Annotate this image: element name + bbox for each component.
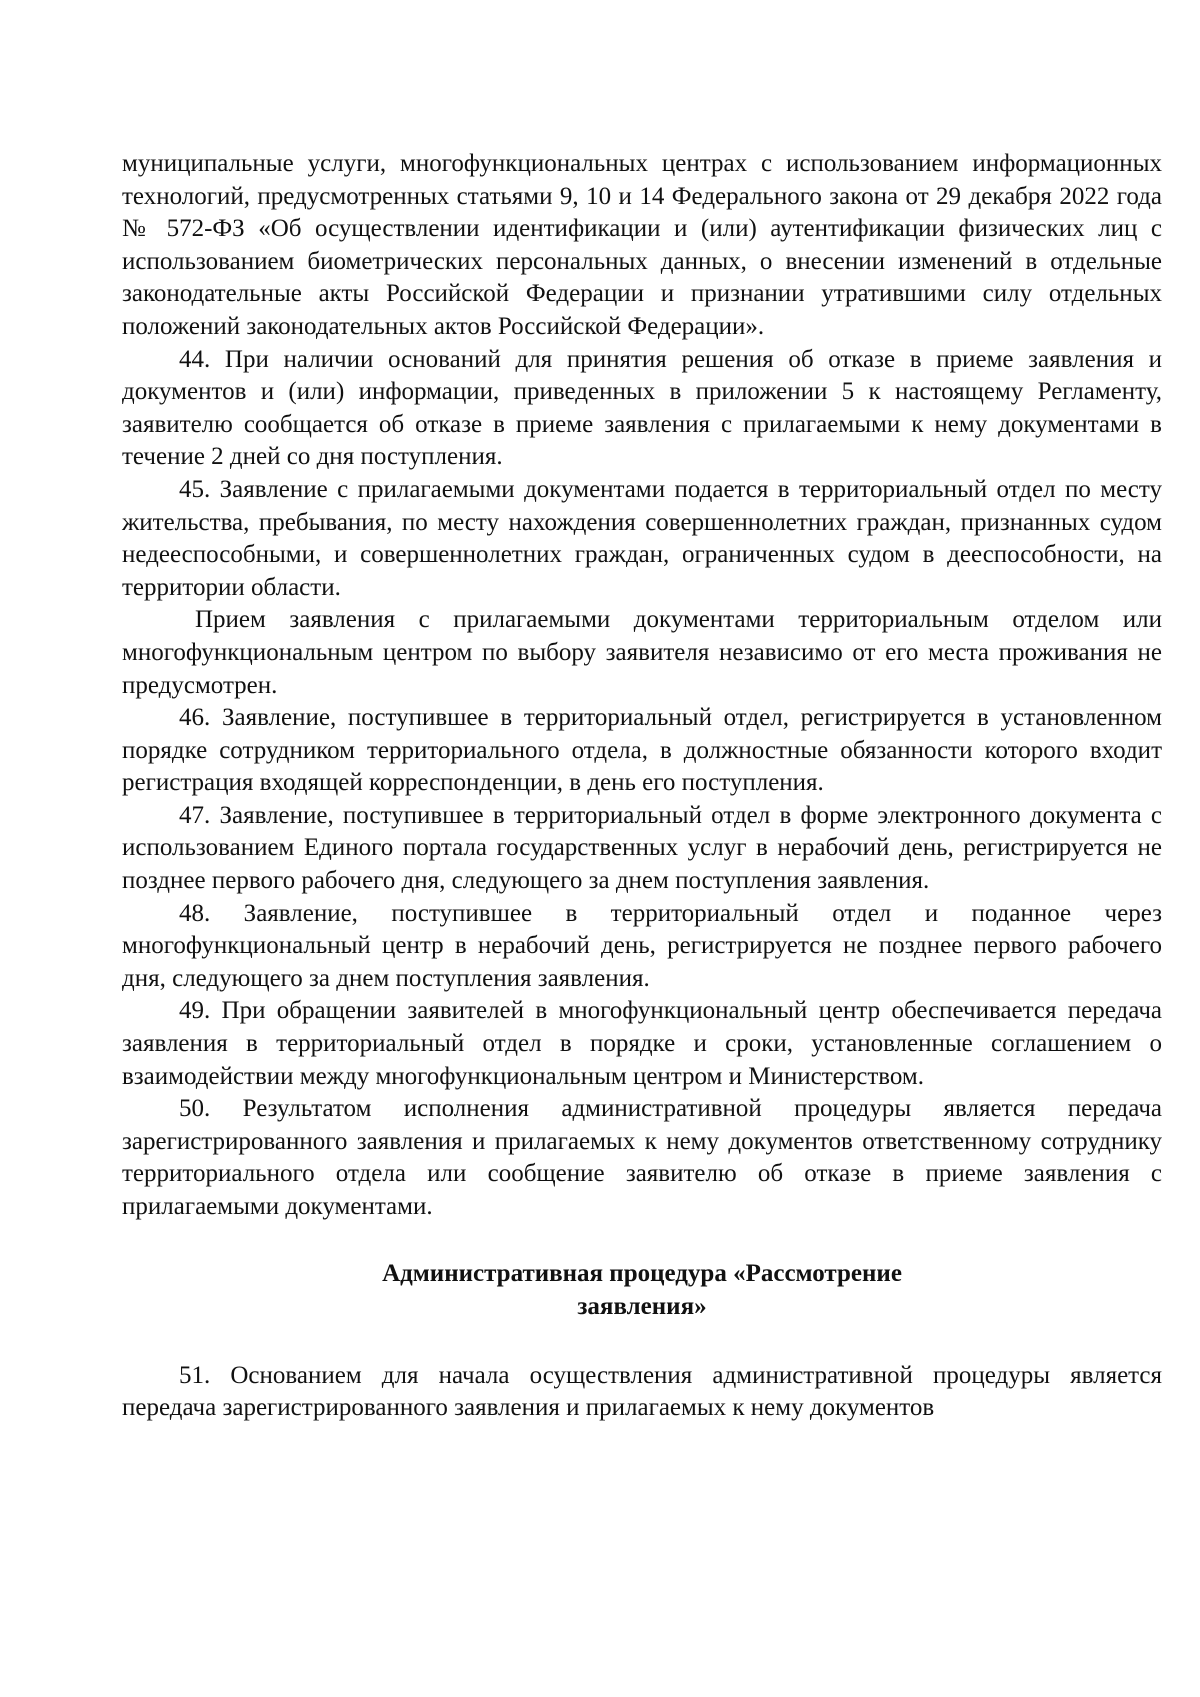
paragraph-46: 46. Заявление, поступившее в территориальный отдел, регистрируется в установленном порядке сотрудником территориального отдела, в должностные обязанности которого входит регистрация входящей корреспонденции, в день его поступления. — [122, 704, 1162, 797]
paragraph-48: 48. Заявление, поступившее в территориальный отдел и поданное через многофункциональный центр в нерабочий день, регистрируется не позднее первого рабочего дня, следующего за днем поступления заявления. — [122, 899, 1162, 992]
paragraph-continuation: муниципальные услуги, многофункциональных центрах с использованием информационных технологий, предусмотренных статьями 9, 10 и 14 Федерального закона от 29 декабря 2022 года № 572-ФЗ «Об осуществлении идентификации и (или) аутентификации физических лиц с использованием биометрических персональных данных, о внесении изменений в отдельные законодательные акты Российской Федерации и признании утратившими силу отдельных положений законодательных актов Российской Федерации». — [122, 150, 1162, 340]
paragraph-49: 49. При обращении заявителей в многофункциональный центр обеспечивается передача заявления в территориальный отдел в порядке и сроки, установленные соглашением о взаимодействии между многофункциональным центром и Министерством. — [122, 997, 1162, 1090]
section-heading — [122, 1257, 1162, 1323]
paragraph-45-note: Прием заявления с прилагаемыми документами территориальным отделом или многофункциональным центром по выбору заявителя независимо от его места проживания не предусмотрен. — [122, 606, 1162, 699]
paragraph-44: 44. При наличии оснований для принятия решения об отказе в приеме заявления и документов и (или) информации, приведенных в приложении 5 к настоящему Регламенту, заявителю сообщается об отказе в приеме заявления с прилагаемыми к нему документами в течение 2 дней со дня поступления. — [122, 345, 1162, 471]
paragraph-47: 47. Заявление, поступившее в территориальный отдел в форме электронного документа с использованием Единого портала государственных услуг в нерабочий день, регистрируется не позднее первого рабочего дня, следующего за днем поступления заявления. — [122, 801, 1162, 895]
section-heading-line-1: Административная процедура «Рассмотрение — [382, 1259, 902, 1287]
document-body — [122, 148, 1162, 1425]
paragraph-45: 45. Заявление с прилагаемыми документами подается в территориальный отдел по месту жительства, пребывания, по месту нахождения совершеннолетних граждан, признанных судом недееспособными, и совершеннолетних граждан, ограниченных судом в дееспособности, на территории области. — [122, 475, 1162, 601]
paragraph-51: 51. Основанием для начала осуществления административной процедуры является передача зарегистрированного заявления и прилагаемых к нему документов — [122, 1361, 1162, 1422]
paragraph-50: 50. Результатом исполнения административной процедуры является передача зарегистрированного заявления и прилагаемых к нему документов ответственному сотруднику территориального отдела или сообщение заявителю об отказе в приеме заявления с прилагаемыми документами. — [122, 1095, 1162, 1220]
section-heading-line-2: заявления» — [577, 1292, 707, 1320]
